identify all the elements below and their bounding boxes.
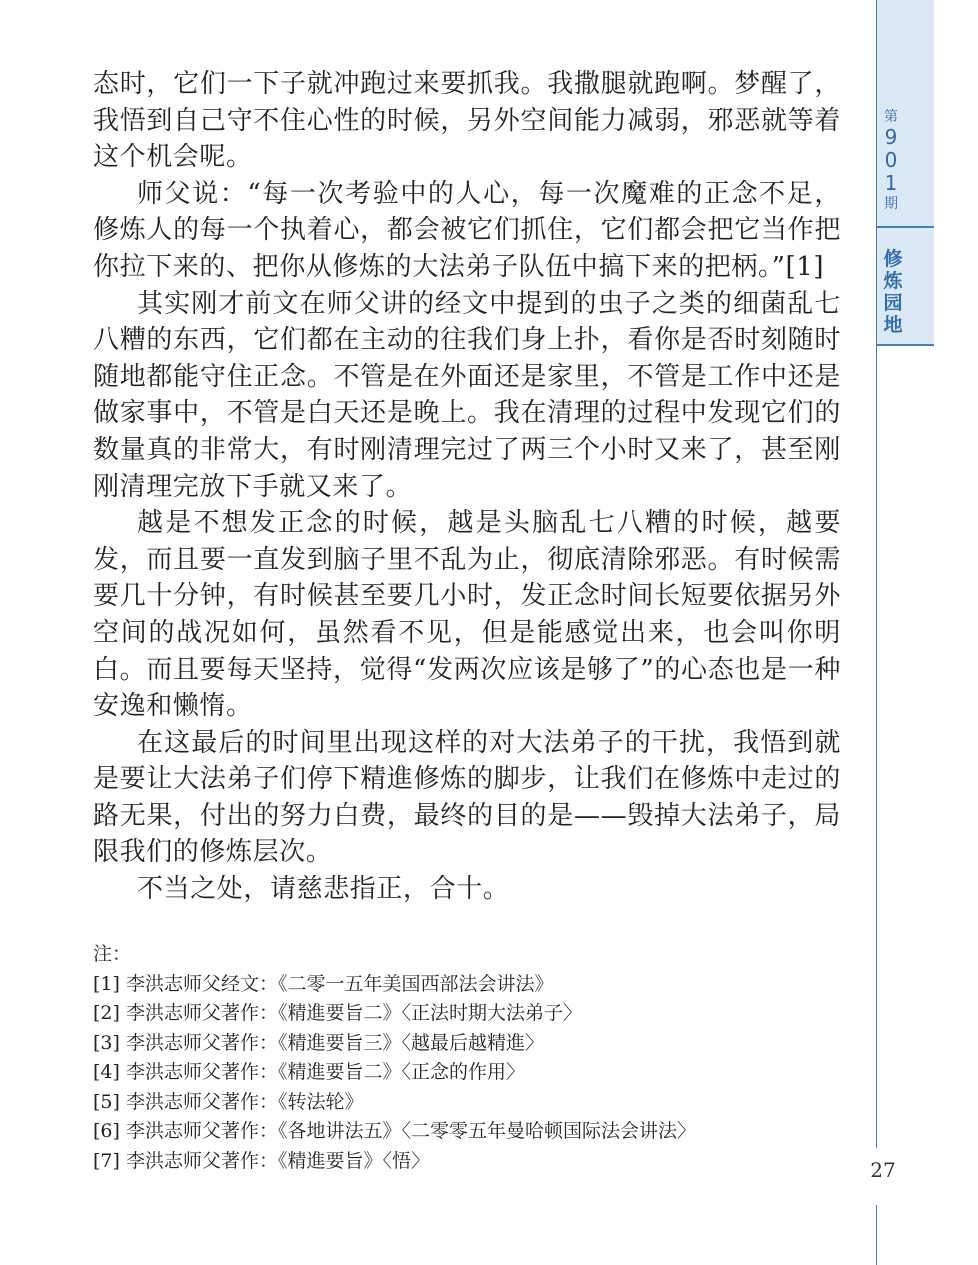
issue-number bbox=[876, 108, 906, 213]
paragraph-4: 越是不想发正念的时候，越是头脑乱七八糟的时候，越要发，而且要一直发到脑子里不乱为止，彻底清除邪恶。有时候需要几十分钟，有时候甚至要几小时，发正念时间长短要依据另外空间的战况如何，虽然看不见，但是能感觉出来，也会叫你明白。而且要每天坚持，觉得“发两次应该是够了”的心态也是一种安逸和懒惰。 bbox=[93, 508, 841, 722]
paragraph-5: 在这最后的时间里出现这样的对大法弟子的干扰，我悟到就是要让大法弟子们停下精進修炼的脚步，让我们在修炼中走过的路无果，付出的努力白费，最终的目的是——毁掉大法弟子，局限我们的修炼层次。 bbox=[93, 727, 841, 868]
footnote-item: [7] 李洪志师父著作：《精進要旨》〈悟〉 bbox=[93, 1149, 430, 1172]
footnotes bbox=[93, 940, 863, 1176]
section-char: 园 bbox=[883, 292, 903, 314]
issue-prefix: 第 bbox=[884, 109, 898, 125]
section-char: 地 bbox=[883, 314, 903, 336]
footnote-item: [4] 李洪志师父著作：《精進要旨二》〈正念的作用〉 bbox=[93, 1061, 525, 1083]
article-body bbox=[93, 66, 841, 908]
section-char: 炼 bbox=[883, 270, 903, 292]
paragraph-2: 师父说：“每一次考验中的人心，每一次魔难的正念不足，修炼人的每一个执着心，都会被它们抓住，它们都会把它当作把你拉下来的、把你从修炼的大法弟子队伍中搞下来的把柄。”[1] bbox=[93, 178, 841, 282]
footnote-item: [5] 李洪志师父著作：《转法轮》 bbox=[93, 1090, 364, 1113]
sidebar-divider bbox=[876, 226, 934, 228]
section-char: 修 bbox=[883, 248, 903, 270]
issue-digit: 1 bbox=[884, 171, 898, 195]
footnote-item: [6] 李洪志师父著作：《各地讲法五》〈二零零五年曼哈顿国际法会讲法〉 bbox=[93, 1120, 696, 1142]
footnote-item: [3] 李洪志师父著作：《精進要旨三》〈越最后越精進〉 bbox=[93, 1031, 544, 1054]
paragraph-6: 不当之处，请慈悲指正，合十。 bbox=[137, 874, 510, 905]
issue-digit: 9 bbox=[884, 125, 898, 149]
page-number: 27 bbox=[870, 1158, 896, 1182]
section-title bbox=[876, 248, 910, 336]
footnotes-heading: 注： bbox=[93, 943, 132, 965]
issue-suffix: 期 bbox=[884, 196, 898, 212]
sidebar-rule-bottom bbox=[876, 1205, 877, 1265]
footnote-item: [1] 李洪志师父经文：《二零一五年美国西部法会讲法》 bbox=[93, 972, 554, 995]
sidebar-bottom-border bbox=[876, 344, 934, 346]
paragraph-1: 态时，它们一下子就冲跑过来要抓我。我撒腿就跑啊。梦醒了，我悟到自己守不住心性的时候，另外空间能力减弱，邪恶就等着这个机会呢。 bbox=[93, 69, 841, 173]
issue-digit: 0 bbox=[884, 148, 898, 172]
footnote-item: [2] 李洪志师父著作：《精進要旨二》〈正法时期大法弟子〉 bbox=[93, 1002, 582, 1024]
paragraph-3: 其实刚才前文在师父讲的经文中提到的虫子之类的细菌乱七八糟的东西，它们都在主动的往我们身上扑，看你是否时刻随时随地都能守住正念。不管是在外面还是家里，不管是工作中还是做家事中，不管是白天还是晚上。我在清理的过程中发现它们的数量真的非常大，有时刚清理完过了两三个小时又来了，甚至刚刚清理完放下手就又来了。 bbox=[93, 288, 841, 502]
